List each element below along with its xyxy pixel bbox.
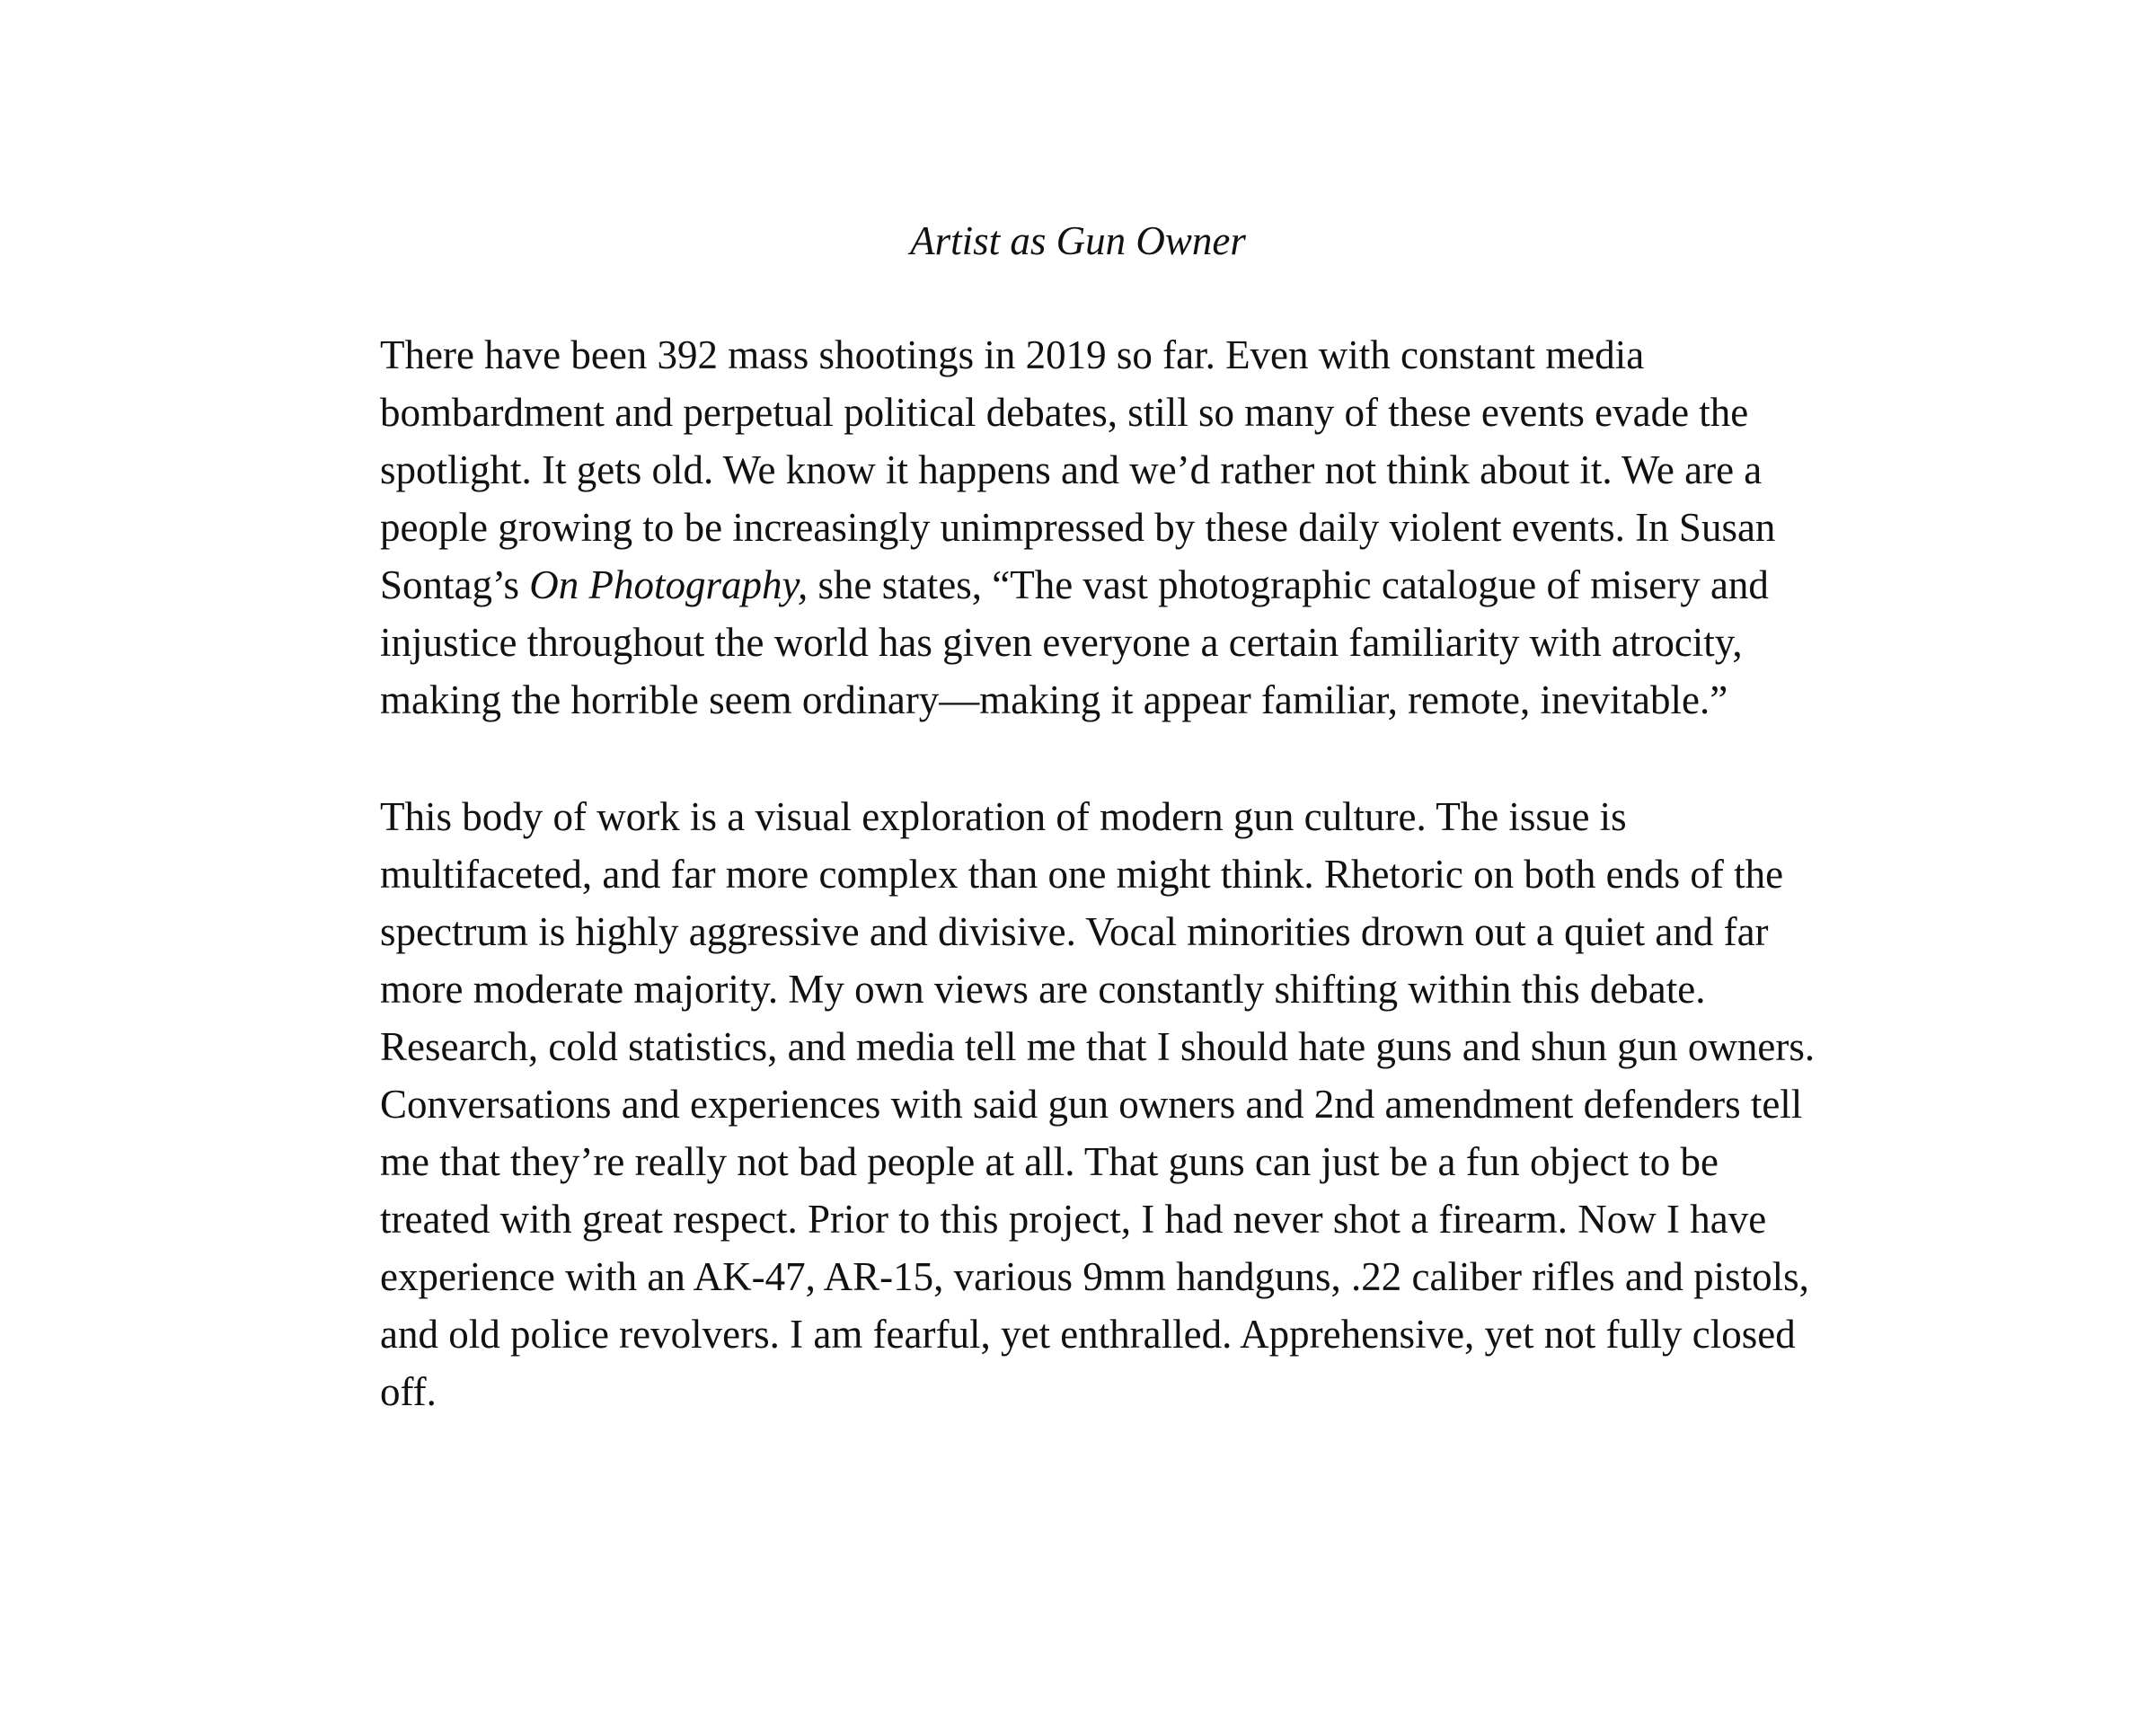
text-line: spectrum is highly aggressive and divisive. Vocal minorities drown out a quiet and far <box>380 909 1769 954</box>
document-title: Artist as Gun Owner <box>910 218 1246 263</box>
text-line: people growing to be increasingly unimpressed by these daily violent events. In Susan <box>380 505 1776 550</box>
book-title: On Photography, <box>529 562 808 607</box>
text-line: and old police revolvers. I am fearful, yet enthralled. Apprehensive, yet not fully closed <box>380 1312 1796 1357</box>
paragraph-intro <box>380 326 1817 729</box>
text-line: There have been 392 mass shootings in 2019 so far. Even with constant media <box>380 332 1645 377</box>
text-segment: she states, “The vast photographic catalogue of misery and <box>808 562 1769 607</box>
text-line <box>380 556 1817 614</box>
paragraph-body <box>380 788 1817 1420</box>
text-line: off. <box>380 1369 437 1414</box>
text-segment: Sontag’s <box>380 562 530 607</box>
text-line: making the horrible seem ordinary—making it appear familiar, remote, inevitable.” <box>380 677 1728 722</box>
text-line: more moderate majority. My own views are constantly shifting within this debate. <box>380 967 1706 1012</box>
text-line: multifaceted, and far more complex than one might think. Rhetoric on both ends of the <box>380 852 1784 897</box>
text-line: experience with an AK-47, AR-15, various 9mm handguns, .22 caliber rifles and pistols, <box>380 1254 1809 1299</box>
text-line: treated with great respect. Prior to this project, I had never shot a firearm. Now I have <box>380 1197 1767 1242</box>
text-line: bombardment and perpetual political debates, still so many of these events evade the <box>380 390 1749 435</box>
text-line: spotlight. It gets old. We know it happens and we’d rather not think about it. We are a <box>380 447 1763 492</box>
text-line: Research, cold statistics, and media tell me that I should hate guns and shun gun owners. <box>380 1024 1816 1069</box>
text-line: Conversations and experiences with said gun owners and 2nd amendment defenders tell <box>380 1082 1803 1127</box>
text-line: me that they’re really not bad people at all. That guns can just be a fun object to be <box>380 1139 1719 1184</box>
text-line: This body of work is a visual exploration of modern gun culture. The issue is <box>380 794 1627 839</box>
text-line: injustice throughout the world has given everyone a certain familiarity with atrocity, <box>380 620 1743 665</box>
